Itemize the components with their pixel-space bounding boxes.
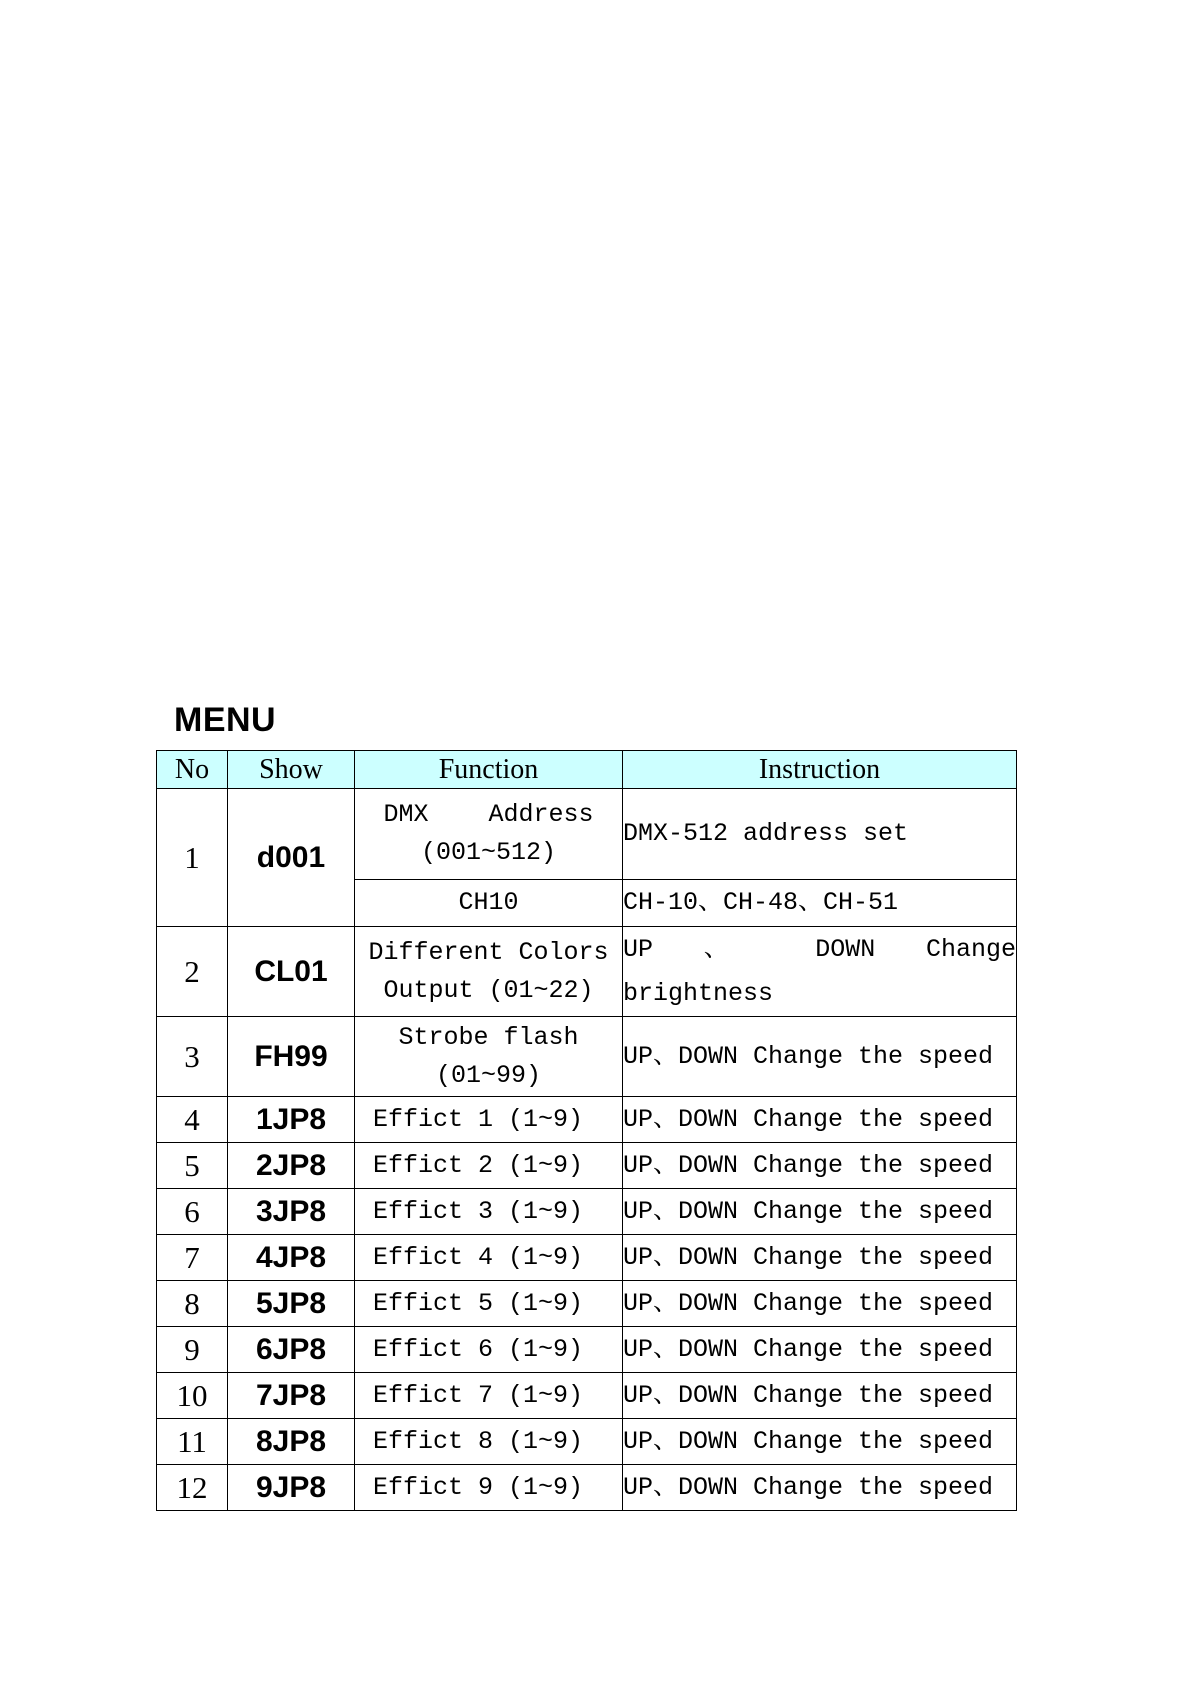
function-line: (001~512) — [420, 838, 557, 867]
row-instruction: UP、DOWN Change the speed — [623, 1419, 1017, 1465]
row-show-code: 6JP8 — [228, 1327, 355, 1373]
row-show-code: 5JP8 — [228, 1281, 355, 1327]
row-function: Effict 5 (1~9) — [355, 1281, 623, 1327]
row-instruction: CH-10、CH-48、CH-51 — [623, 880, 1017, 927]
header-no: No — [157, 751, 228, 789]
row-show-code: 9JP8 — [228, 1465, 355, 1511]
function-line: (01~99) — [435, 1060, 542, 1090]
row-no: 11 — [157, 1419, 228, 1465]
row-no: 4 — [157, 1097, 228, 1143]
row-instruction: UP、DOWN Change the speed — [623, 1097, 1017, 1143]
row-instruction: DMX-512 address set — [623, 789, 1017, 880]
table-row — [157, 1017, 1017, 1097]
row-show-code: d001 — [228, 789, 355, 927]
table-row — [157, 1143, 1017, 1189]
row-no: 2 — [157, 927, 228, 1017]
header-instruction: Instruction — [623, 751, 1017, 789]
row-function: Effict 1 (1~9) — [355, 1097, 623, 1143]
row-instruction: UP、DOWN Change the speed — [623, 1327, 1017, 1373]
table-row — [157, 1373, 1017, 1419]
table-row — [157, 1419, 1017, 1465]
menu-table — [156, 750, 1017, 1511]
row-function: Effict 9 (1~9) — [355, 1465, 623, 1511]
function-line: Different Colors — [368, 937, 609, 967]
table-row — [157, 1465, 1017, 1511]
row-function — [355, 789, 623, 880]
table-row — [157, 1189, 1017, 1235]
row-function: Effict 2 (1~9) — [355, 1143, 623, 1189]
row-no: 6 — [157, 1189, 228, 1235]
row-function — [355, 1017, 623, 1097]
row-function: CH10 — [355, 880, 623, 927]
menu-title: MENU — [174, 701, 277, 739]
table-row — [157, 1327, 1017, 1373]
row-function — [355, 927, 623, 1017]
row-show-code: 2JP8 — [228, 1143, 355, 1189]
header-function: Function — [355, 751, 623, 789]
row-instruction: UP、DOWN Change the speed — [623, 1373, 1017, 1419]
function-line: Strobe flash — [398, 1022, 579, 1052]
row-function: Effict 3 (1~9) — [355, 1189, 623, 1235]
row-show-code: 4JP8 — [228, 1235, 355, 1281]
row-function: Effict 6 (1~9) — [355, 1327, 623, 1373]
row-function: Effict 7 (1~9) — [355, 1373, 623, 1419]
row-no: 8 — [157, 1281, 228, 1327]
row-show-code: 7JP8 — [228, 1373, 355, 1419]
row-show-code: 1JP8 — [228, 1097, 355, 1143]
row-no: 5 — [157, 1143, 228, 1189]
table-row — [157, 927, 1017, 1017]
row-instruction: UP 、 DOWN Change brightness — [623, 927, 1017, 1017]
row-show-code: CL01 — [228, 927, 355, 1017]
row-instruction: UP、DOWN Change the speed — [623, 1189, 1017, 1235]
row-no: 3 — [157, 1017, 228, 1097]
row-no: 12 — [157, 1465, 228, 1511]
function-line: DMX Address — [383, 800, 594, 829]
table-row — [157, 1097, 1017, 1143]
row-instruction: UP、DOWN Change the speed — [623, 1143, 1017, 1189]
row-show-code: 8JP8 — [228, 1419, 355, 1465]
function-line: Output (01~22) — [383, 975, 594, 1005]
row-instruction: UP、DOWN Change the speed — [623, 1281, 1017, 1327]
table-row — [157, 789, 1017, 880]
table-row — [157, 1235, 1017, 1281]
row-no: 7 — [157, 1235, 228, 1281]
row-show-code: FH99 — [228, 1017, 355, 1097]
row-show-code: 3JP8 — [228, 1189, 355, 1235]
row-no: 9 — [157, 1327, 228, 1373]
table-row — [157, 1281, 1017, 1327]
row-instruction: UP、DOWN Change the speed — [623, 1465, 1017, 1511]
row-no: 1 — [157, 789, 228, 927]
row-instruction: UP、DOWN Change the speed — [623, 1017, 1017, 1097]
row-no: 10 — [157, 1373, 228, 1419]
row-function: Effict 4 (1~9) — [355, 1235, 623, 1281]
row-instruction: UP、DOWN Change the speed — [623, 1235, 1017, 1281]
table-header-row — [157, 751, 1017, 789]
row-function: Effict 8 (1~9) — [355, 1419, 623, 1465]
header-show: Show — [228, 751, 355, 789]
